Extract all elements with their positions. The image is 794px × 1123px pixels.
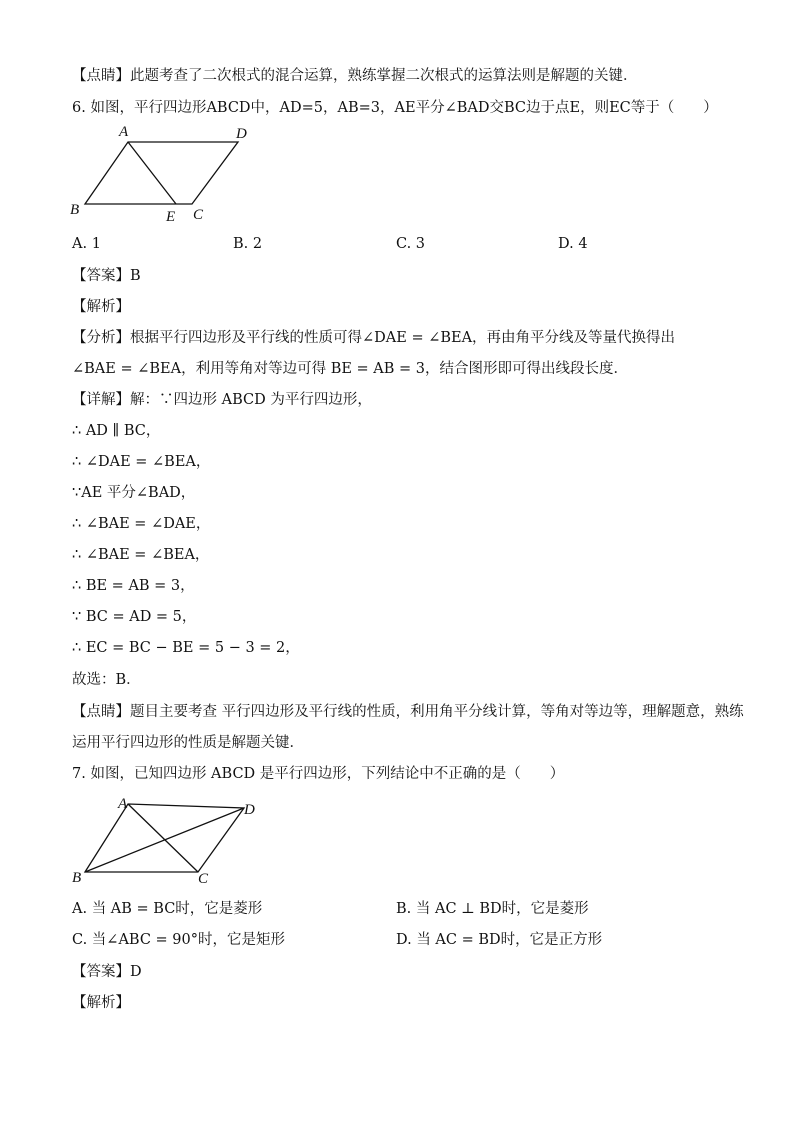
label-b: B [72, 870, 82, 886]
q6-option-c: C. 3 [396, 236, 426, 252]
parallelogram-abcd [85, 142, 238, 204]
label-a: A [118, 796, 128, 812]
q6-step: ∴ ∠BAE = ∠DAE， [72, 516, 211, 532]
diagonal-ac [128, 804, 198, 872]
q6-analysis-2: ∠BAE = ∠BEA，利用等角对等边可得 BE = AB = 3，结合图形即可得出线段长度． [72, 361, 629, 377]
q6-analysis-title: 【解析】 [72, 299, 130, 315]
q5-note: 【点睛】此题考查了二次根式的混合运算，熟练掌握二次根式的运算法则是解题的关键． [72, 68, 638, 84]
q6-option-a: A. 1 [72, 236, 101, 252]
q6-step: ∴ ∠BAE = ∠BEA， [72, 547, 210, 563]
label-c: C [198, 871, 209, 887]
q7-option-d: D. 当 AC = BD时，它是正方形 [396, 932, 603, 948]
q6-answer: 【答案】B [72, 268, 141, 284]
label-c: C [193, 207, 204, 223]
label-e: E [166, 209, 176, 225]
q6-step: ∵ BC = AD = 5， [72, 609, 197, 625]
q7-analysis-title: 【解析】 [72, 995, 130, 1011]
q7-option-c: C. 当∠ABC = 90°时，它是矩形 [72, 932, 286, 948]
q6-stem: 6. 如图，平行四边形ABCD中，AD=5，AB=3，AE平分∠BAD交BC边于点E，则EC等于（ ） [72, 100, 718, 116]
label-b: B [70, 202, 80, 218]
q6-option-b: B. 2 [233, 236, 263, 252]
label-a: A [119, 124, 129, 140]
q6-detail: 【详解】解：∵四边形 ABCD 为平行四边形， [72, 392, 372, 408]
q7-stem: 7. 如图，已知四边形 ABCD 是平行四边形，下列结论中不正确的是（ ） [72, 766, 565, 782]
q7-option-b: B. 当 AC ⊥ BD时，它是菱形 [396, 901, 589, 917]
diagonal-bd [85, 808, 244, 872]
q6-choose: 故选：B． [72, 672, 141, 688]
label-d: D [236, 126, 247, 142]
label-d: D [244, 802, 255, 818]
segment-ae [128, 142, 176, 204]
q6-step: ∴ AD ∥ BC， [72, 423, 161, 439]
q6-analysis-1: 【分析】根据平行四边形及平行线的性质可得∠DAE = ∠BEA，再由角平分线及等量代换得出 [72, 330, 676, 346]
q6-step: ∴ EC = BC − BE = 5 − 3 = 2， [72, 640, 300, 656]
q7-answer: 【答案】D [72, 964, 142, 980]
q6-option-d: D. 4 [558, 236, 588, 252]
q6-note-1: 【点睛】题目主要考查 平行四边形及平行线的性质，利用角平分线计算，等角对等边等，理解题意，熟练 [72, 704, 744, 720]
q6-note-2: 运用平行四边形的性质是解题关键． [72, 735, 304, 751]
q6-step: ∴ ∠DAE = ∠BEA， [72, 454, 211, 470]
q6-figure [60, 118, 260, 228]
q6-step: ∴ BE = AB = 3， [72, 578, 195, 594]
q7-option-a: A. 当 AB = BC时，它是菱形 [72, 901, 263, 917]
q7-figure [60, 790, 270, 890]
q6-step: ∵AE 平分∠BAD， [72, 485, 196, 501]
